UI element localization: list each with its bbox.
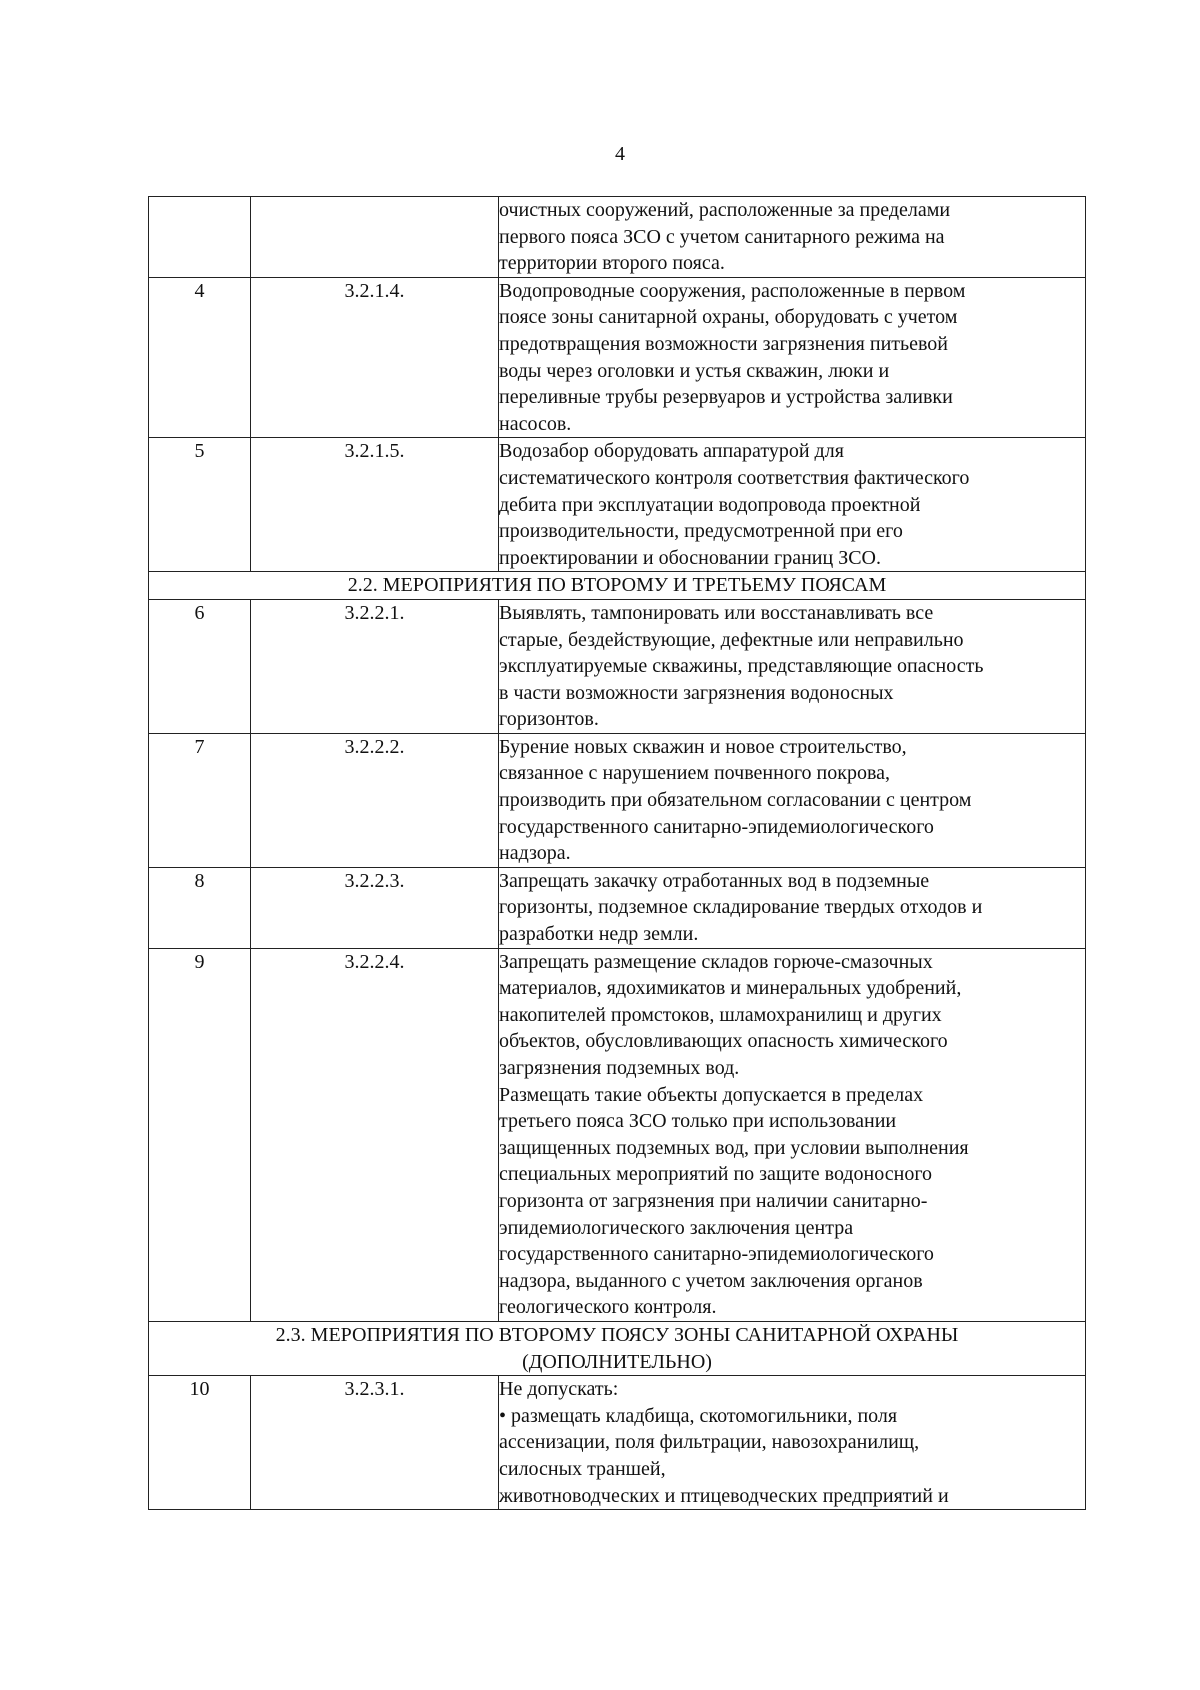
clause-code: 3.2.1.5.	[251, 438, 499, 572]
measure-text-line: проектировании и обосновании границ ЗСО.	[499, 546, 882, 569]
measure-text-line: Запрещать закачку отработанных вод в подземные	[499, 869, 930, 892]
measure-text-line: Не допускать:	[499, 1378, 619, 1401]
section-title	[149, 572, 1086, 600]
measure-text	[499, 948, 1086, 1321]
measure-text	[499, 599, 1086, 733]
row-number: 7	[149, 733, 251, 867]
measure-text-line: горизонтов.	[499, 708, 599, 731]
row-number: 5	[149, 438, 251, 572]
clause-code: 3.2.1.4.	[251, 277, 499, 438]
measure-text-line: поясе зоны санитарной охраны, оборудовать с учетом	[499, 306, 958, 329]
clause-code: 3.2.3.1.	[251, 1376, 499, 1510]
section-header-row	[149, 572, 1086, 600]
measure-text-line: предотвращения возможности загрязнения питьевой	[499, 332, 949, 355]
table-row	[149, 599, 1086, 733]
measure-text-line: горизонта от загрязнения при наличии санитарно-	[499, 1189, 928, 1212]
row-number: 4	[149, 277, 251, 438]
measure-text	[499, 438, 1086, 572]
measure-text	[499, 197, 1086, 278]
measure-text-line: старые, бездействующие, дефектные или неправильно	[499, 628, 964, 651]
measure-text-line: загрязнения подземных вод.	[499, 1057, 740, 1079]
measure-text-line: силосных траншей,	[499, 1457, 666, 1480]
measure-text-line: Размещать такие объекты допускается в пределах	[499, 1083, 924, 1106]
clause-code	[251, 197, 499, 278]
table-row	[149, 277, 1086, 438]
section-header-row	[149, 1321, 1086, 1375]
clause-code: 3.2.2.2.	[251, 733, 499, 867]
section-title-line: (ДОПОЛНИТЕЛЬНО)	[522, 1350, 712, 1373]
measure-text-line: государственного санитарно-эпидемиологического	[499, 815, 934, 838]
measure-text-line: производить при обязательном согласовании с центром	[499, 789, 972, 812]
table-row	[149, 438, 1086, 572]
table-row	[149, 948, 1086, 1321]
section-title-line: 2.3. МЕРОПРИЯТИЯ ПО ВТОРОМУ ПОЯСУ ЗОНЫ САНИТАРНОЙ ОХРАНЫ	[275, 1323, 959, 1346]
measure-text-line: объектов, обусловливающих опасность химического	[499, 1030, 948, 1053]
clause-code: 3.2.2.3.	[251, 867, 499, 948]
measure-text-line: Выявлять, тампонировать или восстанавливать все	[499, 601, 934, 624]
measure-text-line: ассенизации, поля фильтрации, навозохранилищ,	[499, 1431, 920, 1454]
row-number: 9	[149, 948, 251, 1321]
measure-text-line: эксплуатируемые скважины, представляющие опасность	[499, 655, 984, 678]
section-title-line: 2.2. МЕРОПРИЯТИЯ ПО ВТОРОМУ И ТРЕТЬЕМУ ПОЯСАМ	[347, 574, 887, 597]
table-row	[149, 733, 1086, 867]
measure-text-line: • размещать кладбища, скотомогильники, поля	[499, 1404, 898, 1427]
measure-text	[499, 733, 1086, 867]
row-number: 6	[149, 599, 251, 733]
measure-text-line: первого пояса ЗСО с учетом санитарного режима на	[499, 225, 945, 248]
measure-text	[499, 277, 1086, 438]
measure-text-line: систематического контроля соответствия фактического	[499, 466, 970, 489]
table-body	[149, 197, 1086, 1510]
measure-text-line: производительности, предусмотренной при его	[499, 520, 903, 543]
measure-text-line: разработки недр земли.	[499, 923, 699, 946]
measure-text-line: третьего пояса ЗСО только при использовании	[499, 1110, 897, 1133]
measure-text-line: Бурение новых скважин и новое строительство,	[499, 735, 907, 758]
measure-text-line: надзора.	[499, 842, 571, 865]
measure-text-line: переливные трубы резервуаров и устройства заливки	[499, 386, 953, 409]
row-number: 10	[149, 1376, 251, 1510]
measure-text-line: государственного санитарно-эпидемиологического	[499, 1243, 934, 1266]
measure-text-line: эпидемиологического заключения центра	[499, 1216, 854, 1239]
clause-code: 3.2.2.1.	[251, 599, 499, 733]
measure-text-line: специальных мероприятий по защите водоносного	[499, 1163, 933, 1186]
measure-text-line: геологического контроля.	[499, 1296, 717, 1319]
measure-text-line: накопителей промстоков, шламохранилищ и других	[499, 1003, 942, 1026]
row-number: 8	[149, 867, 251, 948]
page-number: 4	[615, 143, 625, 165]
clause-code: 3.2.2.4.	[251, 948, 499, 1321]
measure-text-line: воды через оголовки и устья скважин, люки и	[499, 359, 890, 382]
measure-text-line: Водопроводные сооружения, расположенные в первом	[499, 279, 966, 302]
measure-text-line: горизонты, подземное складирование твердых отходов и	[499, 896, 983, 919]
section-title	[149, 1321, 1086, 1375]
table-row	[149, 197, 1086, 278]
measure-text-line: животноводческих и птицеводческих предприятий и	[499, 1484, 949, 1507]
measure-text-line: очистных сооружений, расположенные за пределами	[499, 199, 951, 221]
measure-text	[499, 867, 1086, 948]
measure-text-line: насосов.	[499, 412, 572, 435]
measure-text-line: в части возможности загрязнения водоносных	[499, 681, 894, 704]
measure-text-line: материалов, ядохимикатов и минеральных удобрений,	[499, 977, 962, 1000]
table-row	[149, 867, 1086, 948]
measure-text-line: связанное с нарушением почвенного покрова,	[499, 762, 891, 785]
table-row	[149, 1376, 1086, 1510]
measure-text	[499, 1376, 1086, 1510]
row-number	[149, 197, 251, 278]
measure-text-line: защищенных подземных вод, при условии выполнения	[499, 1136, 969, 1159]
measure-text-line: Запрещать размещение складов горюче-смазочных	[499, 950, 933, 973]
measure-text-line: территории второго пояса.	[499, 252, 725, 275]
measures-table	[148, 196, 1086, 1510]
measure-text-line: Водозабор оборудовать аппаратурой для	[499, 440, 844, 463]
measure-text-line: дебита при эксплуатации водопровода проектной	[499, 493, 921, 516]
measure-text-line: надзора, выданного с учетом заключения органов	[499, 1269, 923, 1292]
